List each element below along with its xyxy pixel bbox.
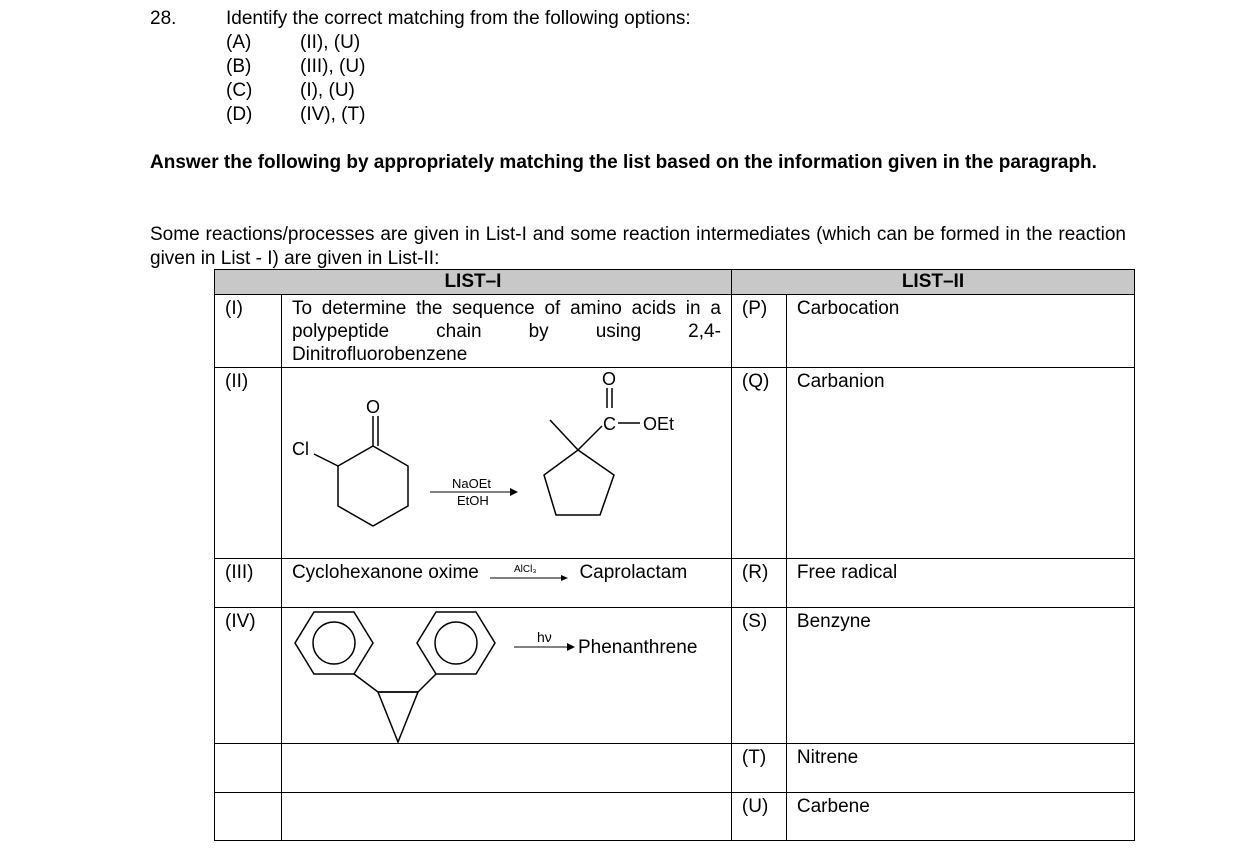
- question-number: 28.: [150, 8, 177, 29]
- list2-text: Nitrene: [796, 747, 859, 768]
- list2-label: (S): [741, 611, 768, 632]
- cyclopropane-ring: [378, 692, 418, 742]
- list1-num: (II): [225, 371, 249, 392]
- table-row: [215, 368, 1135, 559]
- option-b-value: (III), (U): [300, 56, 366, 77]
- table-row: [215, 295, 1135, 368]
- option-d-value: (IV), (T): [300, 104, 366, 125]
- ester-oxygen-label: O: [601, 369, 616, 389]
- reaction-arrow-head: [510, 488, 518, 496]
- list1-num: (I): [225, 298, 243, 319]
- cyclohexanone-ring: [338, 446, 408, 526]
- list2-label: (Q): [741, 371, 770, 392]
- table-row: [215, 793, 1135, 841]
- ester-group-label: OEt: [642, 414, 674, 434]
- reagent-top: NaOEt: [451, 476, 491, 491]
- list2-text: Carbene: [796, 796, 870, 817]
- question-prompt: Identify the correct matching from the following options:: [226, 8, 691, 29]
- matching-table: [214, 269, 1135, 841]
- reaction-iv-diagram: [282, 608, 730, 743]
- hv-label: hν: [536, 629, 552, 645]
- list2-label: (P): [741, 298, 768, 319]
- reaction-arrow: [484, 563, 574, 583]
- instruction-text: Answer the following by appropriately matching the list based on the information given in the paragraph.: [150, 152, 1097, 173]
- reaction-arrow-head: [567, 643, 575, 651]
- svg-text:AlCl₃: AlCl₃: [514, 563, 537, 575]
- paragraph-text: Some reactions/processes are given in List-I and some reaction intermediates (which can be formed in the reaction given in List - I) are given in List-II:: [150, 224, 1126, 269]
- list2-label: (R): [741, 562, 769, 583]
- option-c-value: (I), (U): [300, 80, 355, 101]
- reactant-text: Cyclohexanone oxime: [291, 562, 479, 583]
- list2-label: (T): [741, 747, 767, 768]
- table-row: [215, 559, 1135, 608]
- option-a-value: (II), (U): [300, 32, 361, 53]
- table-row: [215, 744, 1135, 793]
- oxygen-label: O: [365, 397, 380, 417]
- reagent-bottom: EtOH: [456, 493, 489, 508]
- table-header-row: [215, 270, 1135, 295]
- list2-label: (U): [741, 796, 769, 817]
- option-c-label: (C): [226, 80, 253, 101]
- option-d-label: (D): [226, 104, 253, 125]
- option-b-label: (B): [226, 56, 252, 77]
- alcl3-arrow: [484, 563, 574, 583]
- list2-text: Free radical: [796, 562, 898, 583]
- option-a-label: (A): [226, 32, 252, 53]
- list2-text: Carbocation: [796, 298, 900, 319]
- list1-text: To determine the sequence of amino acids in a polypeptide chain by using 2,4-Dinitrofluorobenzene: [291, 298, 721, 365]
- table-row: [215, 608, 1135, 744]
- chloro-label: Cl: [291, 439, 309, 459]
- product-text: Caprolactam: [579, 562, 688, 583]
- list1-num: (III): [225, 562, 254, 583]
- phenanthrene-label: Phenanthrene: [577, 637, 698, 658]
- reaction-ii-diagram: [282, 368, 730, 557]
- list2-text: Benzyne: [796, 611, 871, 632]
- reaction-iii: [282, 559, 731, 584]
- list1-num: (IV): [225, 611, 256, 632]
- list2-header: LIST–II: [731, 270, 1134, 295]
- ester-carbon-label: C: [602, 414, 616, 434]
- list2-text: Carbanion: [796, 371, 885, 392]
- cyclopentane-ring: [544, 450, 614, 515]
- list1-header: LIST–I: [215, 270, 732, 295]
